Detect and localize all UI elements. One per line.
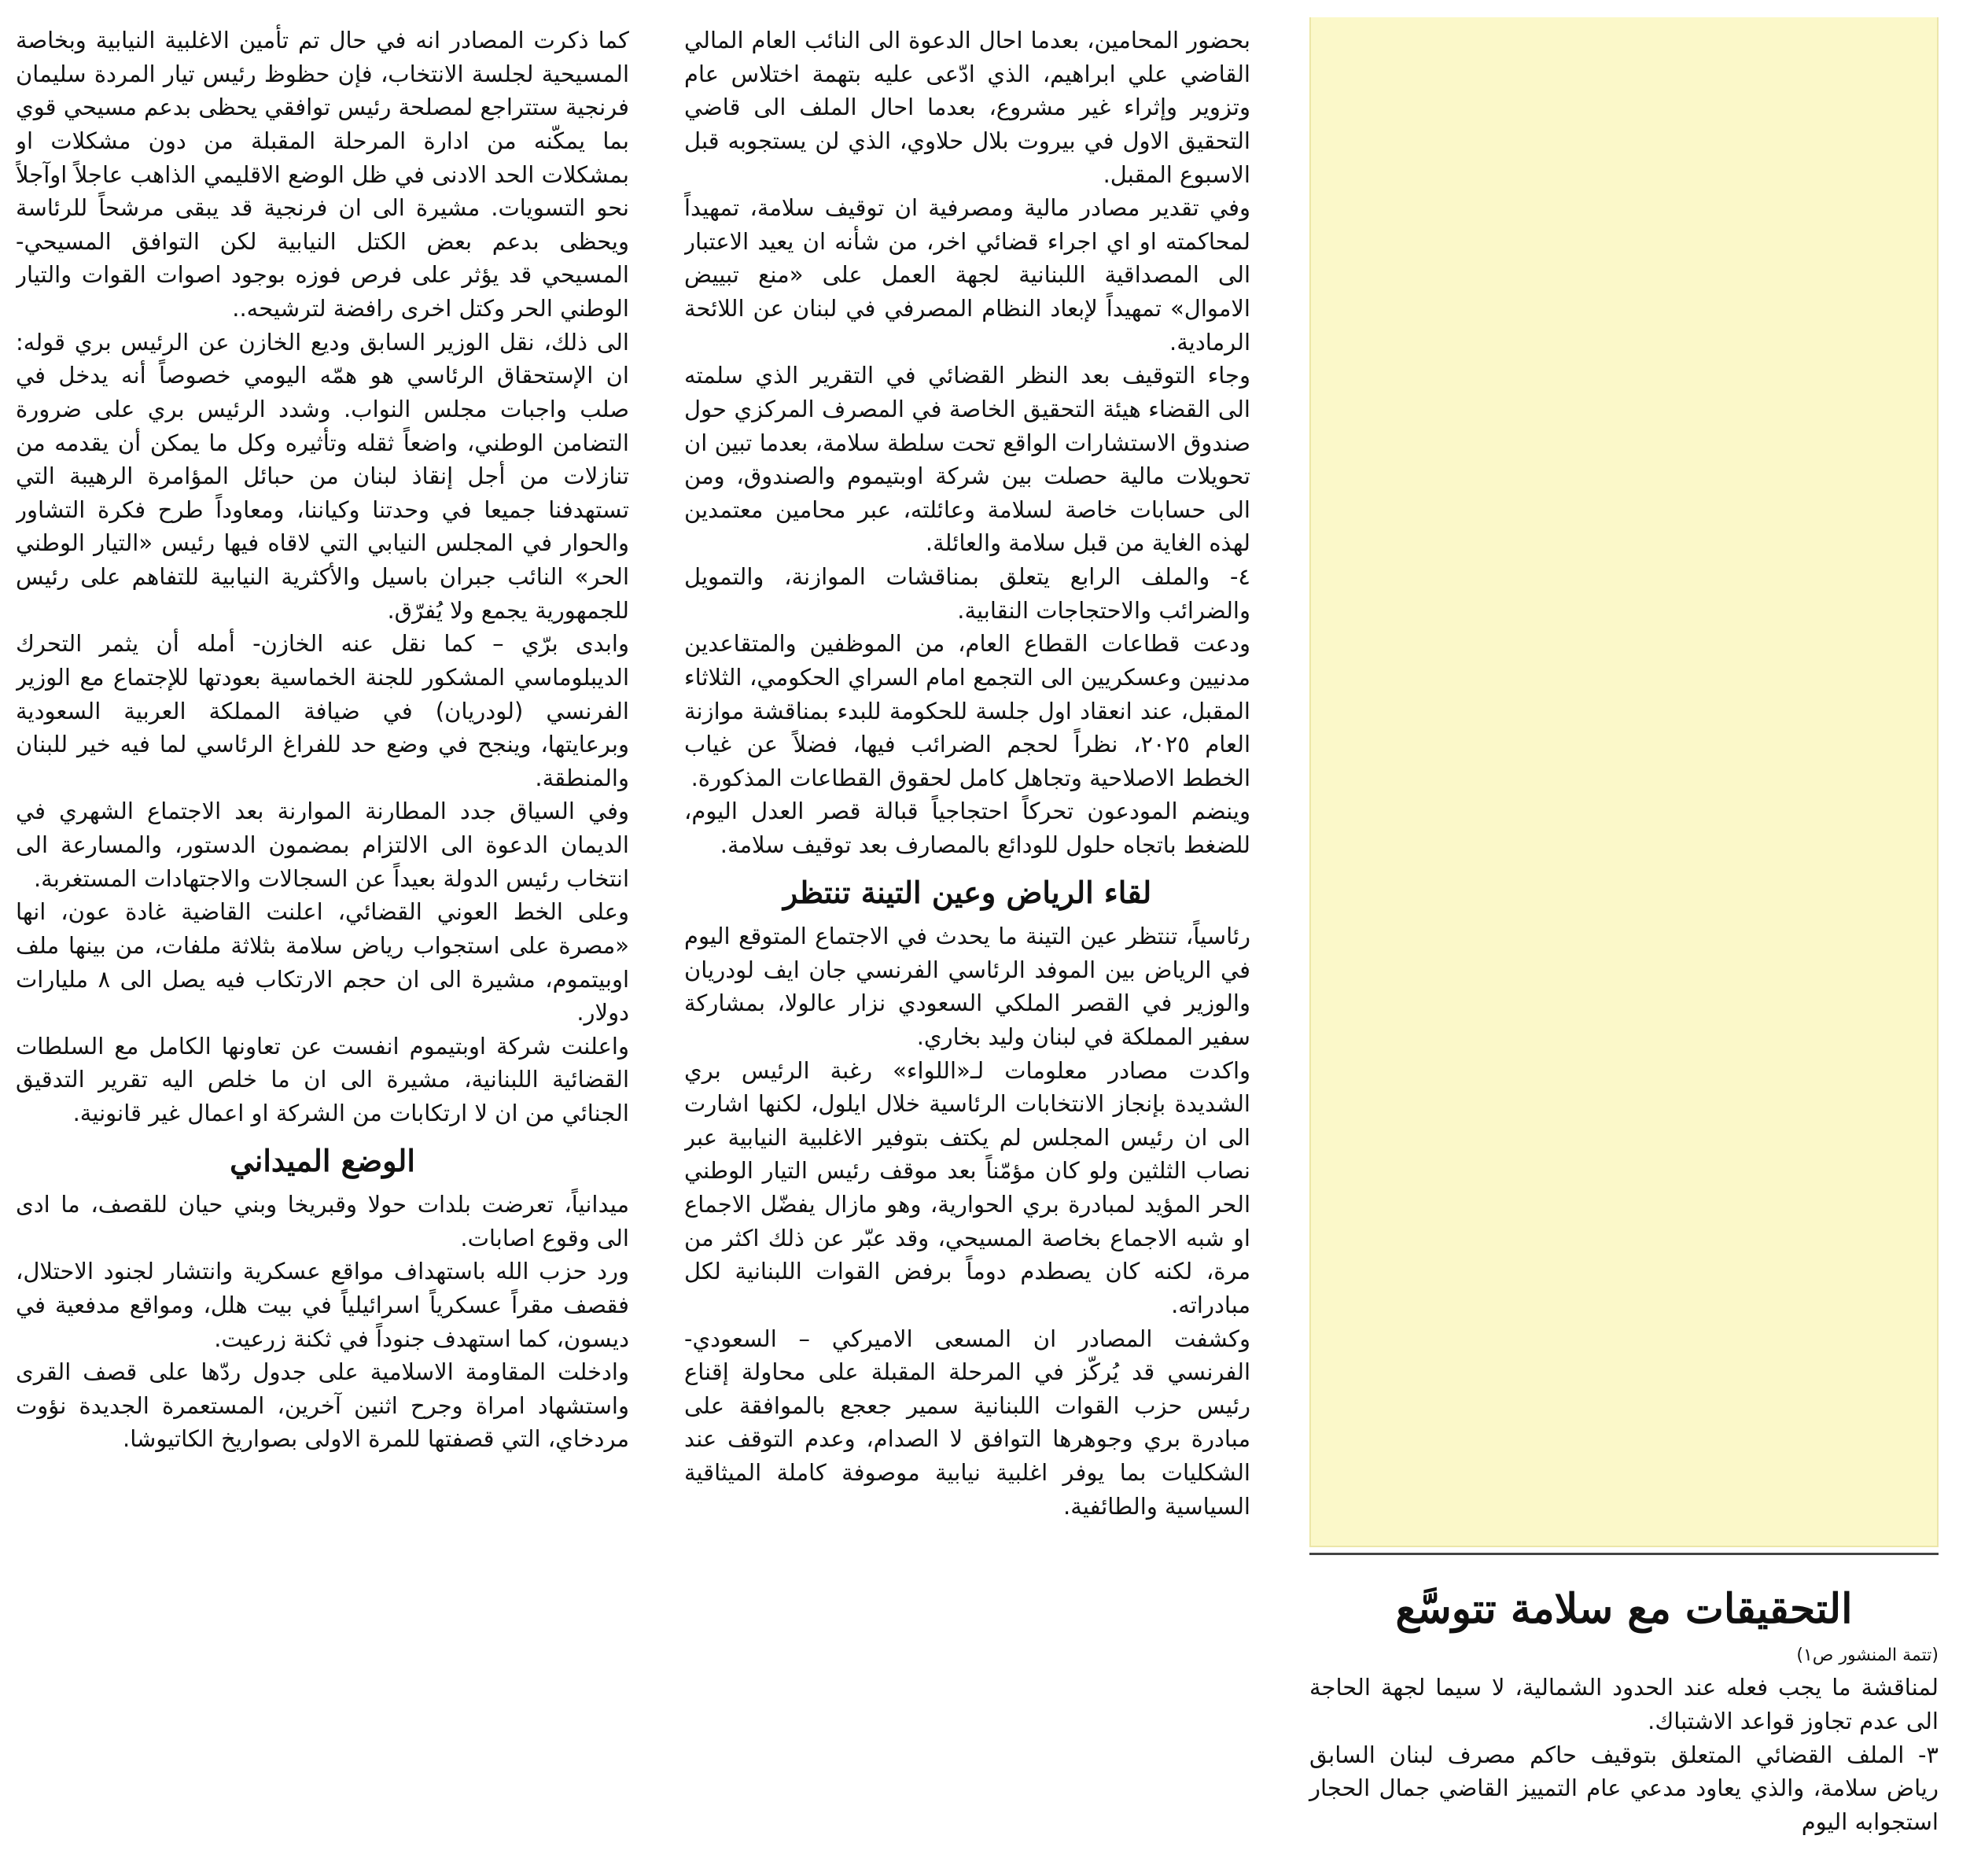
article-paragraph: ودعت قطاعات القطاع العام، من الموظفين والمتقاعدين مدنيين وعسكريين الى التجمع امام السراي الحكومي، الثلاثاء المقبل، عند انعقاد اول جلسة للحكومة للبدء بمناقشة موازنة العام ٢٠٢٥، نظراً لحجم الضرائب فيها، فضلاً عن غياب الخطط الاصلاحية وتجاهل كامل لحقوق القطاعات المذكورة. (684, 630, 1250, 791)
right-column (1294, 17, 1939, 1862)
article-paragraph: رئاسياً، تنتظر عين التينة ما يحدث في الاجتماع المتوقع اليوم في الرياض بين الموفد الرئاسي الفرنسي جان ايف لودريان والوزير في القصر الملكي السعودي نزار عالولا، بمشاركة سفير المملكة في لبنان وليد بخاري. (684, 923, 1250, 1050)
article-headline: التحقيقات مع سلامة تتوسَّع (1395, 1585, 1853, 1633)
article-paragraph: ٤- والملف الرابع يتعلق بمناقشات الموازنة، والتمويل والضرائب والاحتجاجات النقابية. (684, 563, 1250, 624)
right-story (1309, 1583, 1939, 1839)
article-paragraph: ميدانياً، تعرضت بلدات حولا وقبريخا وبني حيان للقصف، ما ادى الى وقوع اصابات. (16, 1191, 629, 1251)
section-subheading: لقاء الرياض وعين التينة تنتظر (782, 874, 1152, 910)
article-paragraph: وفي السياق جدد المطارنة الموارنة بعد الاجتماع الشهري في الديمان الدعوة الى الالتزام بمضمون الدستور، والمسارعة الى انتخاب رئيس الدولة بعيداً عن السجالات والاجتهادات المستغربة. (16, 798, 629, 892)
article-paragraph: لمناقشة ما يجب فعله عند الحدود الشمالية، لا سيما لجهة الحاجة الى عدم تجاوز قواعد الاشتباك. (1309, 1674, 1939, 1735)
story-separator (1309, 1553, 1939, 1555)
article-paragraph: وعلى الخط العوني القضائي، اعلنت القاضية غادة عون، انها «مصرة على استجواب رياض سلامة بثلاثة ملفات، من بينها ملف اوبيتموم، مشيرة الى ان حجم الارتكاب فيه يصل الى ٨ مليارات دولار. (16, 898, 629, 1026)
article-paragraph: وجاء التوقيف بعد النظر القضائي في التقرير الذي سلمته الى القضاء هيئة التحقيق الخاصة في المصرف المركزي حول صندوق الاستشارات الواقع تحت سلطة سلامة، بعدما تبين ان تحويلات مالية حصلت بين شركة اوبتيموم والصندوق، ومن الى حسابات خاصة لسلامة وعائلته، عبر محامين معتمدين لهذه الغاية من قبل سلامة والعائلة. (684, 362, 1250, 557)
article-paragraph: واعلنت شركة اوبتيموم انفست عن تعاونها الكامل مع السلطات القضائية اللبنانية، مشيرة الى ان ما خلص اليه تقرير التدقيق الجنائي من ان لا ارتكابات من الشركة او اعمال غير قانونية. (16, 1032, 629, 1126)
advertisement-space (1309, 17, 1939, 1547)
article-paragraph: ٣- الملف القضائي المتعلق بتوقيف حاكم مصرف لبنان السابق رياض سلامة، والذي يعاود مدعي عام التمييز القاضي جمال الحجار استجوابه اليوم (1309, 1741, 1939, 1835)
article-paragraph: بحضور المحامين، بعدما احال الدعوة الى النائب العام المالي القاضي علي ابراهيم، الذي ادّعى عليه بتهمة اختلاس عام وتزوير وإثراء غير مشروع، بعدما احال الملف الى قاضي التحقيق الاول في بيروت بلال حلاوي، الذي لن يستجوبه قبل الاسبوع المقبل. (684, 27, 1250, 188)
middle-column (684, 17, 1250, 1862)
article-paragraph: ورد حزب الله باستهداف مواقع عسكرية وانتشار لجنود الاحتلال، فقصف مقراً عسكرياً اسرائيلياً في بيت هلل، ومواقع مدفعية في ديسون، كما استهدف جنوداً في ثكنة زرعيت. (16, 1258, 629, 1352)
continued-from-note: (تتمة المنشور ص١) (1796, 1645, 1939, 1665)
article-paragraph: وفي تقدير مصادر مالية ومصرفية ان توقيف سلامة، تمهيداً لمحاكمته او اي اجراء قضائي اخر، من شأنه ان يعيد الاعتبار الى المصداقية اللبنانية لجهة العمل على «منع تبييض الاموال» تمهيداً لإبعاد النظام المصرفي في لبنان عن اللائحة الرمادية. (684, 194, 1250, 356)
article-paragraph: وينضم المودعون تحركاً احتجاجياً قبالة قصر العدل اليوم، للضغط باتجاه حلول للودائع بالمصارف بعد توقيف سلامة. (684, 798, 1250, 858)
article-paragraph: واكدت مصادر معلومات لـ«اللواء» رغبة الرئيس بري الشديدة بإنجاز الانتخابات الرئاسية خلال ايلول، لكنها اشارت الى ان رئيس المجلس لم يكتف بتوفير الاغلبية النيابية عبر نصاب الثلثين ولو كان مؤمّناً بعد موقف رئيس التيار الوطني الحر المؤيد لمبادرة بري الحوارية، وهو مازال يفضّل الاجماع او شبه الاجماع بخاصة المسيحي، وقد عبّر عن ذلك اكثر من مرة، لكنه كان يصطدم دوماً برفض القوات اللبنانية لكل مبادراته. (684, 1056, 1250, 1318)
article-paragraph: وكشفت المصادر ان المسعى الاميركي – السعودي- الفرنسي قد يُركّز في المرحلة المقبلة على محاولة إقناع رئيس حزب القوات اللبنانية سمير جعجع بالموافقة على مبادرة بري وجوهرها التوافق لا الصدام، وعدم التوقف عند الشكليات بما يوفر اغلبية نيابية موصوفة كاملة الميثاقية السياسية والطائفية. (684, 1325, 1250, 1520)
article-paragraph: وابدى برّي – كما نقل عنه الخازن- أمله أن يثمر التحرك الديبلوماسي المشكور للجنة الخماسية بعودتها للإجتماع مع الوزير الفرنسي (لودريان) في ضيافة المملكة العربية السعودية وبرعايتها، وينجح في وضع حد للفراغ الرئاسي لما فيه خير للبنان والمنطقة. (16, 630, 629, 791)
left-column (16, 17, 629, 1862)
article-paragraph: وادخلت المقاومة الاسلامية على جدول ردّها على قصف القرى واستشهاد امراة وجرح اثنين آخرين، المستعمرة الجديدة نؤوت مردخاي، التي قصفتها للمرة الاولى بصواريخ الكاتيوشا. (16, 1358, 629, 1453)
article-paragraph: كما ذكرت المصادر انه في حال تم تأمين الاغلبية النيابية وبخاصة المسيحية لجلسة الانتخاب، فإن حظوظ رئيس تيار المردة سليمان فرنجية ستتراجع لمصلحة رئيس توافقي يحظى بدعم مسيحي قوي بما يمكّنه من ادارة المرحلة المقبلة من دون مشكلات او بمشكلات الحد الادنى في ظل الوضع الاقليمي الذاهب عاجلاً اوآجلاً نحو التسويات. مشيرة الى ان فرنجية قد يبقى مرشحاً للرئاسة ويحظى بدعم بعض الكتل النيابية لكن التوافق المسيحي- المسيحي قد يؤثر على فرص فوزه بوجود اصوات القوات والتيار الوطني الحر وكتل اخرى رافضة لترشيحه.. (16, 27, 629, 322)
article-paragraph: الى ذلك، نقل الوزير السابق وديع الخازن عن الرئيس بري قوله: ان الإستحقاق الرئاسي هو همّه اليومي خصوصاً أنه يدخل في صلب واجبات مجلس النواب. وشدد الرئيس بري على ضرورة التضامن الوطني، واضعاً ثقله وتأثيره وكل ما يمكن أن يقدمه من تنازلات من أجل إنقاذ لبنان من حبائل المؤامرة الرهيبة التي تستهدفنا جميعا في وحدتنا وكياننا، ومعاوداً طرح فكرة التشاور والحوار في المجلس النيابي التي لاقاه فيها رئيس «التيار الوطني الحر» النائب جبران باسيل والأكثرية النيابية للتفاهم على رئيس للجمهورية يجمع ولا يُفرّق. (16, 328, 629, 624)
section-subheading: الوضع الميداني (230, 1142, 415, 1178)
